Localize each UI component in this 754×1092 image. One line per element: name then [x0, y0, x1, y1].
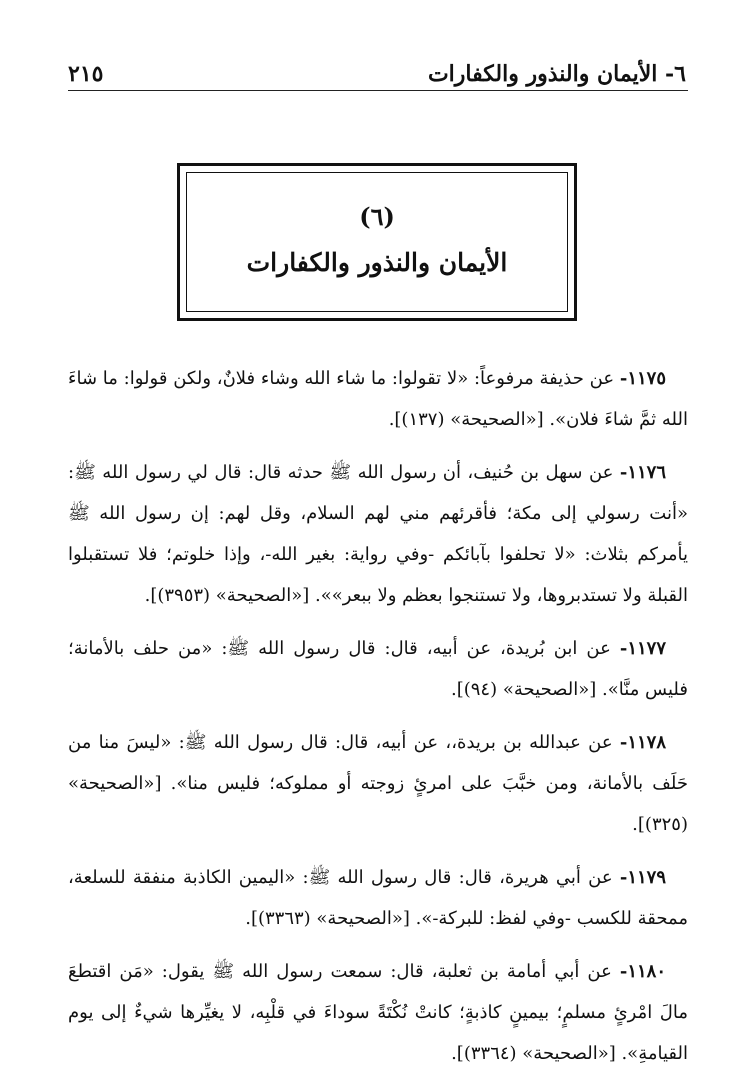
hadith-entry-1176: [68, 452, 688, 616]
hadith-text: عن حذيفة مرفوعاً: «لا تقولوا: ما شاء الله وشاء فلانٌ، ولكن قولوا: ما شاءَ الله ثمَّ شاءَ فلان». [«الصحيحة» (١٣٧)].: [68, 368, 688, 430]
running-title: ٦- الأيمان والنذور والكفارات: [427, 61, 686, 87]
chapter-title-inner-frame: [186, 172, 568, 312]
chapter-title: الأيمان والنذور والكفارات: [246, 248, 508, 277]
hadith-number: ١١٧٧-: [619, 638, 666, 659]
hadith-entry-1178: [68, 722, 688, 845]
hadith-entry-1180: [68, 951, 688, 1074]
hadith-number: ١١٧٥-: [619, 368, 666, 389]
hadith-number: ١١٧٨-: [619, 732, 666, 753]
hadith-text: عن ابن بُريدة، عن أبيه، قال: قال رسول الله ﷺ: «من حلف بالأمانة؛ فليس منَّا». [«الصحيحة» (٩٤)].: [68, 638, 688, 700]
hadith-list: [68, 358, 688, 1086]
hadith-text: عن أبي هريرة، قال: قال رسول الله ﷺ: «اليمين الكاذبة منفقة للسلعة، ممحقة للكسب -وفي لفظ: للبركة-». [«الصحيحة» (٣٣٦٣)].: [68, 867, 688, 929]
hadith-number: ١١٧٦-: [619, 462, 666, 483]
hadith-entry-1175: [68, 358, 688, 440]
chapter-title-box: [177, 163, 577, 321]
page-number: ٢١٥: [68, 61, 104, 87]
hadith-number: ١١٨٠-: [619, 961, 666, 982]
running-header: [68, 55, 686, 89]
hadith-entry-1177: [68, 628, 688, 710]
hadith-entry-1179: [68, 857, 688, 939]
hadith-text: عن عبدالله بن بريدة،، عن أبيه، قال: قال رسول الله ﷺ: «ليسَ منا من حَلَف بالأمانة، ومن خبَّبَ على امرئٍ زوجته أو مملوكه؛ فليس منا». [«الصحيحة» (٣٢٥)].: [68, 732, 688, 835]
hadith-text: عن أبي أمامة بن ثعلبة، قال: سمعت رسول الله ﷺ يقول: «مَن اقتطعَ مالَ امْرئٍ مسلمٍ؛ بيمينٍ كاذبةٍ؛ كانتْ نُكْتَةً سوداءَ في قلْبِه، لا يغيِّرها شيءٌ إلى يوم القيامةِ». [«الصحيحة» (٣٣٦٤)].: [68, 961, 688, 1064]
header-rule: [68, 90, 688, 91]
chapter-number: (٦): [359, 202, 395, 231]
hadith-text: عن سهل بن حُنيف، أن رسول الله ﷺ حدثه قال: قال لي رسول الله ﷺ: «أنت رسولي إلى مكة؛ فأقرئهم مني لهم السلام، وقل لهم: إن رسول الله ﷺ يأمركم بثلاث: «لا تحلفوا بآبائكم -وفي رواية: بغير الله-، وإذا خلوتم؛ فلا تستقبلوا القبلة ولا تستدبروها، ولا تستنجوا بعظم ولا ببعر»». [«الصحيحة» (٣٩٥٣)].: [68, 462, 688, 606]
hadith-number: ١١٧٩-: [619, 867, 666, 888]
